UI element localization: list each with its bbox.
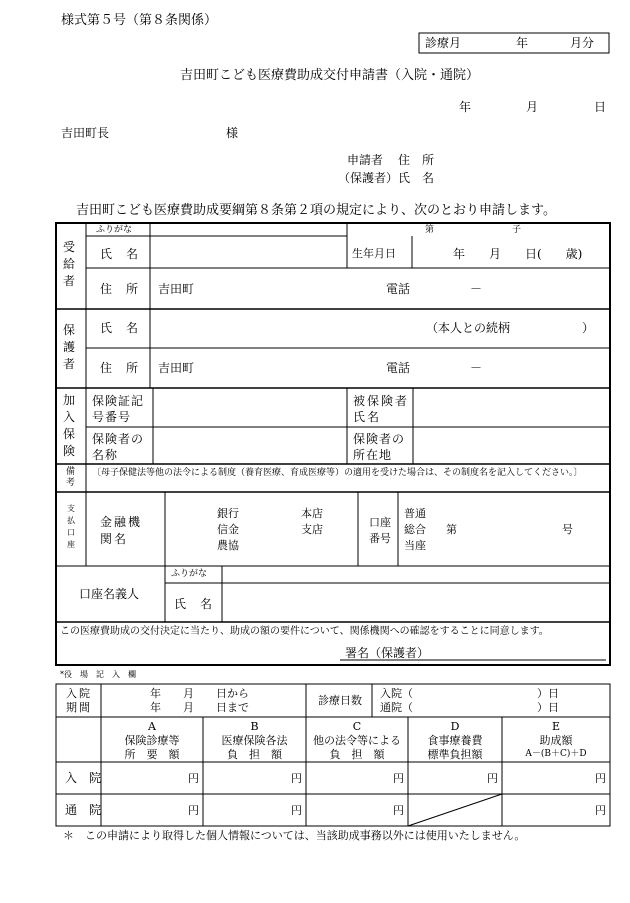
- col-c-letter: C: [352, 720, 362, 733]
- addressee: 吉田町長: [61, 126, 110, 140]
- honorific: 様: [226, 126, 239, 140]
- days-outpatient: 通院（: [380, 701, 413, 714]
- account-holder-name-label: 氏 名: [174, 597, 214, 611]
- recipient-furigana-label: ふりがな: [96, 225, 133, 235]
- guardian-address-value[interactable]: 吉田町: [158, 361, 195, 375]
- row-outpatient-a: 円: [188, 804, 199, 817]
- period-label: 入院期間: [66, 687, 92, 714]
- branch-type-main: 本店: [301, 507, 323, 520]
- branch-type-branch: 支店: [301, 523, 323, 536]
- col-e-line1: 助成額: [539, 734, 573, 747]
- insurance-insurer-label: 保険者の名称: [92, 432, 145, 462]
- row-outpatient-c: 円: [393, 804, 404, 817]
- month-box-label: 診療月: [425, 36, 462, 50]
- row-inpatient-c: 円: [393, 772, 404, 785]
- remarks-text: 〔母子保健法等他の法令による制度（養育医療、育成医療等）の適用を受けた場合は、その制度名を記入してください。〕: [92, 468, 583, 478]
- period-to: 年 月 日まで: [150, 701, 249, 714]
- account-holder-label: 口座名義人: [79, 587, 140, 601]
- bank-name-label: 金融機関名: [100, 515, 143, 546]
- applicant-label: 申請者: [347, 153, 384, 167]
- footnote: ＊ この申請により取得した個人情報については、当該助成事務以外には使用いたしません。: [63, 829, 526, 842]
- period-from: 年 月 日から: [150, 687, 249, 700]
- col-d-line2: 標準負担額: [427, 748, 483, 761]
- recipient-address-label: 住 所: [100, 282, 140, 296]
- recipient-phone-label: 電話: [386, 282, 411, 296]
- col-e-line2: A－(B＋C)＋D: [525, 749, 587, 759]
- account-number-prefix: 第: [446, 523, 457, 536]
- account-number-label: 口座番号: [369, 516, 391, 545]
- recipient-section-label: 受給者: [63, 240, 76, 288]
- month-box-year: 年: [516, 36, 529, 50]
- applicant-name-label: 氏 名: [398, 171, 435, 185]
- insurance-insured-label: 被保険者氏名: [353, 394, 410, 424]
- row-inpatient-a: 円: [188, 772, 199, 785]
- col-e-letter: E: [551, 720, 561, 733]
- bank-type-shinkin: 信金: [217, 523, 239, 536]
- col-d-line1: 食事療養費: [427, 734, 483, 747]
- row-inpatient-d: 円: [487, 772, 498, 785]
- col-b-letter: B: [250, 720, 259, 733]
- date-year: 年: [459, 100, 472, 114]
- account-type-current: 当座: [404, 539, 426, 552]
- col-a-line1: 保険診療等: [124, 734, 180, 747]
- days-inpatient: 入院（: [380, 687, 413, 700]
- applicant-address-label: 住 所: [398, 153, 435, 167]
- guardian-phone-dash: －: [470, 361, 483, 375]
- col-a-letter: A: [148, 720, 156, 733]
- recipient-address-value[interactable]: 吉田町: [158, 282, 195, 296]
- row-outpatient-e: 円: [595, 804, 606, 817]
- form-number: 様式第５号（第８条関係）: [61, 13, 218, 28]
- days-label: 診療日数: [318, 694, 362, 707]
- consent-text: この医療費助成の交付決定に当たり、助成の額の要件について、関係機関への確認をすることに同意します。: [60, 626, 549, 637]
- guardian-name-label: 氏 名: [100, 321, 140, 335]
- birth-order-prefix: 第: [425, 225, 435, 235]
- guardian-paren-label: （保護者）: [338, 171, 399, 185]
- date-month: 月: [526, 100, 539, 114]
- account-holder-furigana-label: ふりがな: [171, 569, 208, 579]
- birth-order-suffix: 子: [512, 225, 522, 235]
- guardian-section-label: 保護者: [63, 323, 76, 371]
- insurance-cert-label: 保険証記号番号: [92, 394, 145, 424]
- intro-text: 吉田町こども医療費助成要綱第８条第２項の規定により、次のとおり申請します。: [76, 203, 556, 218]
- days-inpatient-unit: ）日: [537, 687, 559, 700]
- col-b-line2: 負 担 額: [227, 748, 282, 761]
- recipient-dob-label: 生年月日: [352, 247, 396, 260]
- col-b-line1: 医療保険各法: [221, 734, 288, 747]
- account-type-ordinary: 普通: [404, 507, 426, 520]
- account-number-suffix: 号: [562, 523, 573, 536]
- guardian-address-label: 住 所: [100, 361, 140, 375]
- remarks-label: 備考: [66, 467, 76, 488]
- days-outpatient-unit: ）日: [537, 701, 559, 714]
- col-a-line2: 所 要 額: [124, 748, 180, 761]
- recipient-name-label: 氏 名: [100, 247, 140, 261]
- month-box-month: 月分: [570, 36, 595, 50]
- row-inpatient-b: 円: [291, 772, 302, 785]
- insurance-section-label: 加入保険: [63, 393, 76, 458]
- row-inpatient-e: 円: [595, 772, 606, 785]
- account-type-general: 総合: [404, 523, 426, 536]
- col-c-line2: 負 担 額: [329, 748, 385, 761]
- date-day: 日: [594, 100, 607, 114]
- signature-label: 署名（保護者）: [345, 646, 430, 660]
- col-d-letter: D: [450, 720, 460, 733]
- col-c-line1: 他の法令等による: [313, 734, 401, 747]
- office-use-heading: *役 場 記 入 欄: [60, 670, 136, 679]
- row-inpatient-label: 入 院: [65, 771, 102, 785]
- page-title: 吉田町こども医療費助成交付申請書（入院・通院）: [180, 68, 480, 83]
- row-outpatient-label: 通 院: [65, 803, 102, 817]
- bank-type-bank: 銀行: [217, 507, 239, 520]
- guardian-relation: （本人との続柄 ）: [426, 321, 595, 335]
- recipient-phone-dash: －: [470, 282, 483, 296]
- recipient-dob-format: 年 月 日( 歳): [453, 247, 583, 261]
- guardian-phone-label: 電話: [386, 361, 411, 375]
- insurance-insurer-address-label: 保険者の所在地: [353, 432, 406, 462]
- row-outpatient-b: 円: [291, 804, 302, 817]
- bank-type-nokyo: 農協: [217, 539, 239, 552]
- payment-section-label: 支払口座: [67, 504, 75, 549]
